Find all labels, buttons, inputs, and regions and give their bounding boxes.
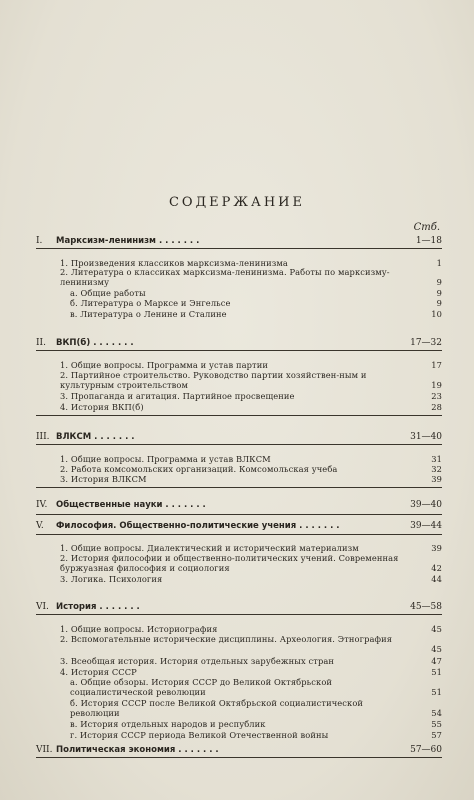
toc-entry-page: 42 — [431, 563, 442, 573]
toc-entry-text: б. История СССР после Великой Октябрьской социалистической революции — [70, 698, 364, 718]
toc-entry — [60, 543, 442, 553]
section-range: 17—32 — [410, 338, 442, 348]
toc-entry-text: а. Общие работы — [70, 288, 146, 298]
toc-entry-page: 45 — [431, 644, 442, 654]
section-title: Марксизм-ленинизм . . . . . . . — [56, 236, 200, 246]
divider — [36, 757, 442, 758]
divider — [36, 514, 442, 515]
section-range: 39—40 — [410, 500, 442, 510]
toc-entry-text: 2. Партийное строительство. Руководство партии хозяйствен-ным и культурным строительством — [60, 370, 367, 390]
section-range: 39—44 — [410, 521, 442, 531]
section-title: ВЛКСМ . . . . . . . — [56, 432, 135, 442]
toc-entry-page: 1 — [436, 258, 442, 268]
section-title: История . . . . . . . — [56, 602, 140, 612]
toc-entry — [70, 719, 442, 729]
section-number: V. — [36, 521, 44, 531]
divider — [36, 487, 442, 488]
divider — [36, 614, 442, 615]
section-title: Философия. Общественно-политические учения . . . . . . . — [56, 521, 340, 531]
toc-entry-text: в. Литература о Ленине и Сталине — [70, 309, 227, 319]
toc-entry-page: 32 — [431, 464, 442, 474]
toc-entry-text: 4. История СССР — [60, 667, 137, 677]
toc-entry-page: 10 — [431, 309, 442, 319]
toc-entry-page: 51 — [431, 667, 442, 677]
toc-entry — [70, 698, 442, 718]
section-number: III. — [36, 432, 50, 442]
toc-entry — [70, 730, 442, 740]
section-number: VII. — [36, 745, 53, 755]
toc-entry — [60, 624, 442, 634]
section-title: Политическая экономия . . . . . . . — [56, 745, 219, 755]
toc-entry — [60, 267, 442, 287]
section-title: ВКП(б) . . . . . . . — [56, 338, 134, 348]
toc-entry-page: 44 — [431, 574, 442, 584]
section-title: Общественные науки . . . . . . . — [56, 500, 206, 510]
toc-entry — [60, 454, 442, 464]
toc-entry-text: 3. Пропаганда и агитация. Партийное просвещение — [60, 391, 295, 401]
section-range: 45—58 — [410, 602, 442, 612]
toc-entry-text: 2. Вспомогательные исторические дисциплины. Археология. Этнография — [60, 634, 393, 644]
section-number: IV. — [36, 500, 48, 510]
toc-entry-page: 39 — [431, 474, 442, 484]
toc-entry-page: 31 — [431, 454, 442, 464]
toc-entry-text: 1. Общие вопросы. Программа и устав партии — [60, 360, 268, 370]
toc-entry — [70, 309, 442, 319]
toc-entry-page: 51 — [431, 687, 442, 697]
toc-entry-page: 55 — [431, 719, 442, 729]
toc-entry-page: 23 — [431, 391, 442, 401]
page-title: СОДЕРЖАНИЕ — [168, 195, 306, 210]
toc-entry-text: 1. Общие вопросы. Историография — [60, 624, 218, 634]
toc-entry-page: 57 — [431, 730, 442, 740]
toc-entry-text: г. История СССР периода Великой Отечественной войны — [70, 730, 329, 740]
section-heading — [36, 500, 442, 514]
toc-entry-page: 9 — [436, 298, 442, 308]
divider — [36, 350, 442, 351]
divider — [36, 444, 442, 445]
toc-entry — [60, 574, 442, 584]
toc-entry-page: 45 — [431, 624, 442, 634]
toc-entry-page: 17 — [431, 360, 442, 370]
divider — [36, 415, 442, 416]
toc-entry — [60, 370, 442, 390]
section-range: 31—40 — [410, 432, 442, 442]
toc-entry — [60, 464, 442, 474]
toc-entry — [60, 402, 442, 412]
toc-entry-text: 3. Всеобщая история. История отдельных зарубежных стран — [60, 656, 335, 666]
toc-entry — [70, 298, 442, 308]
toc-entry-text: 3. Логика. Психология — [60, 574, 163, 584]
toc-entry-page: 28 — [431, 402, 442, 412]
toc-entry — [60, 634, 442, 654]
toc-entry — [60, 667, 442, 677]
toc-entry — [70, 288, 442, 298]
section-heading — [36, 521, 442, 535]
toc-entry-page: 54 — [431, 708, 442, 718]
toc-entry — [60, 391, 442, 401]
divider — [36, 248, 442, 249]
toc-entry-page: 39 — [431, 543, 442, 553]
section-number: VI. — [36, 602, 49, 612]
section-range: 1—18 — [415, 236, 442, 246]
divider — [36, 534, 442, 535]
toc-entry — [60, 553, 442, 573]
toc-entry-text: 2. Работа комсомольских организаций. Комсомольская учеба — [60, 464, 338, 474]
toc-entry-text: 3. История ВЛКСМ — [60, 474, 147, 484]
section-number: II. — [36, 338, 46, 348]
toc-entry-page: 9 — [436, 277, 442, 287]
section-number: I. — [36, 236, 43, 246]
toc-entry-text: 2. История философии и общественно-политических учений. Современная буржуазная философия и социология — [60, 553, 399, 573]
toc-entry-text: а. Общие обзоры. История СССР до Великой Октябрьской социалистической революции — [70, 677, 333, 697]
toc-entry-text: 2. Литература о классиках марксизма-ленинизма. Работы по марксизму-ленинизму — [60, 267, 390, 287]
toc-entry-page: 9 — [436, 288, 442, 298]
toc-entry-page: 47 — [431, 656, 442, 666]
toc-entry — [70, 677, 442, 697]
toc-entry-text: 1. Произведения классиков марксизма-ленинизма — [60, 258, 288, 268]
section-range: 57—60 — [410, 745, 442, 755]
toc-entry-page: 19 — [431, 380, 442, 390]
toc-entry — [60, 474, 442, 484]
toc-entry-text: 1. Общие вопросы. Диалектический и исторический материализм — [60, 543, 359, 553]
toc-entry — [60, 360, 442, 370]
toc-entry — [60, 656, 442, 666]
toc-entry-text: в. История отдельных народов и республик — [70, 719, 266, 729]
toc-entry-text: б. Литература о Марксе и Энгельсе — [70, 298, 231, 308]
toc-entry-text: 4. История ВКП(б) — [60, 402, 144, 412]
column-label: Стб. — [413, 222, 440, 233]
toc-entry-text: 1. Общие вопросы. Программа и устав ВЛКСМ — [60, 454, 271, 464]
